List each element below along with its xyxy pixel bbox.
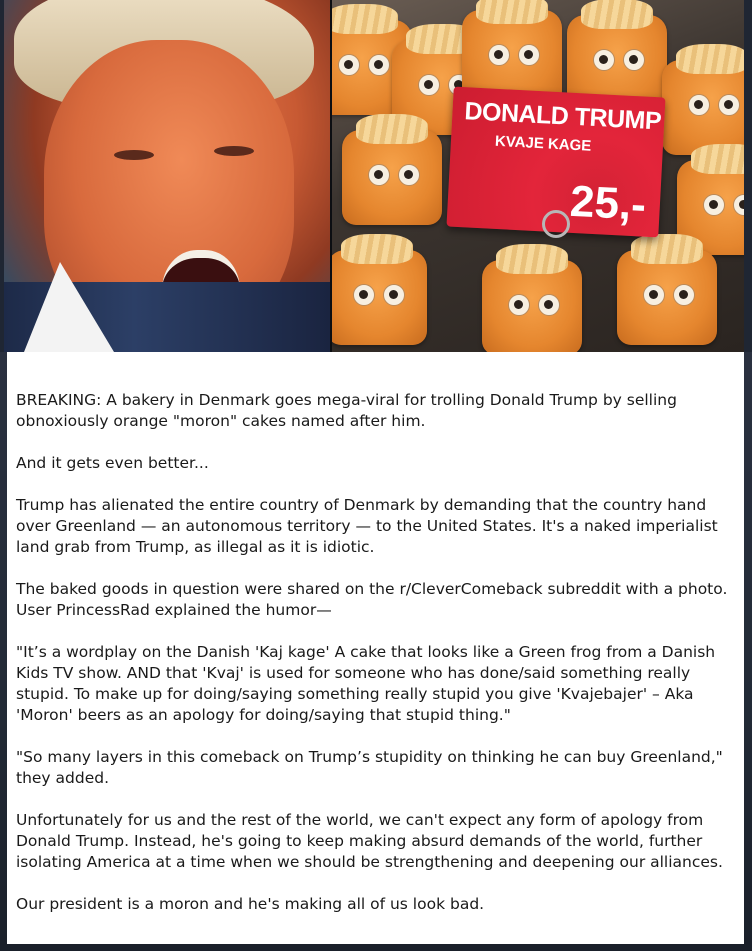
sign-hook [542, 210, 570, 238]
paragraph: The baked goods in question were shared on the r/CleverComeback subreddit with a photo. User PrincessRad explained the humor— [16, 580, 728, 619]
cakes-photo [332, 0, 744, 352]
cake [482, 260, 582, 352]
paragraph: "It’s a wordplay on the Danish 'Kaj kage' A cake that looks like a Green frog from a Danish Kids TV show. AND that 'Kvaj' is used for someone who has done/said something really stupid. To make up for doing/saying something really stupid you give 'Kvajebajer' – Aka 'Moron' beers as an apology for doing/saying that stupid thing." [16, 643, 716, 724]
right-eye [214, 146, 254, 156]
trump-photo [4, 0, 330, 352]
paragraph: Our president is a moron and he's making all of us look bad. [16, 895, 485, 913]
paragraph: And it gets even better... [16, 454, 209, 472]
cake [332, 250, 427, 345]
left-eye [114, 150, 154, 160]
cake [617, 250, 717, 345]
article-body [7, 352, 744, 944]
paragraph: Trump has alienated the entire country of Denmark by demanding that the country hand over Greenland — an autonomous territory — to the United States. It's a naked imperialist land grab from Trump, as illegal as it is idiotic. [16, 496, 718, 556]
image-collage [4, 0, 744, 352]
paragraph: Unfortunately for us and the rest of the world, we can't expect any form of apology from Donald Trump. Instead, he's going to keep making absurd demands of the world, further isolating America at a time when we should be strengthening and deepening our alliances. [16, 811, 723, 871]
sign-subtitle: KVAJE KAGE [494, 132, 592, 155]
paragraph: "So many layers in this comeback on Trump’s stupidity on thinking he can buy Greenland," they added. [16, 748, 723, 787]
paragraph: BREAKING: A bakery in Denmark goes mega-viral for trolling Donald Trump by selling obnoxiously orange "moron" cakes named after him. [16, 391, 677, 430]
sign-title: DONALD TRUMP [463, 97, 662, 136]
cake [342, 130, 442, 225]
cake [662, 60, 744, 155]
sign-price: 25,- [568, 176, 648, 230]
